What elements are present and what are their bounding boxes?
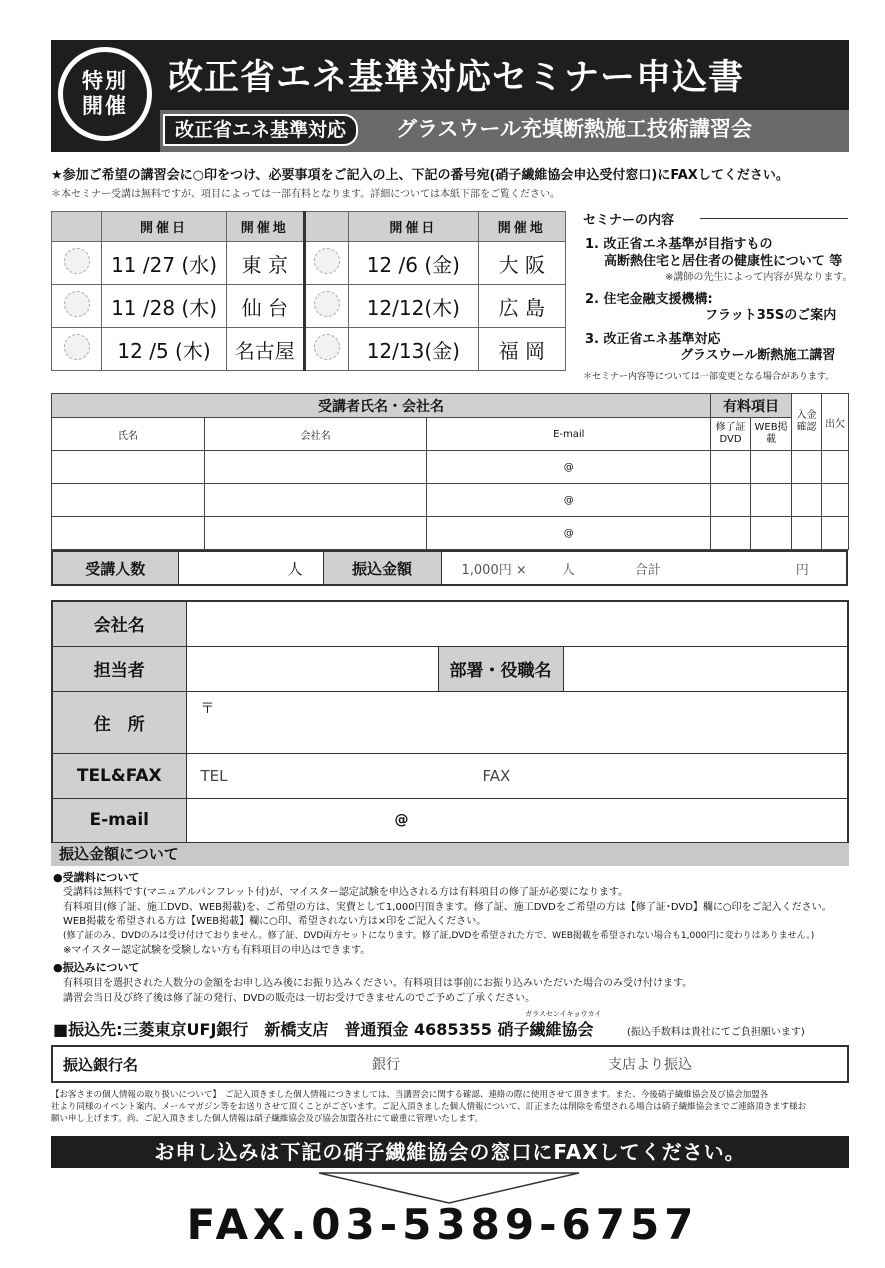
col-certificate-dvd: 修了証DVD (711, 418, 751, 451)
fee-heading-2: ●振込みについて (53, 961, 140, 974)
email-field[interactable]: @ (186, 798, 848, 843)
privacy-line: 【お客さまの個人情報の取り扱いについて】 ご記入頂きました個人情報につきましては、当講習会に関する確認、連絡の際に使用させて頂きます。また、今後硝子繊維協会及び協会加盟各 (51, 1090, 769, 1100)
fee-line-1: 受講料は無料です(マニュアルパンフレット付)が、マイスター認定試験を申込される方は有料項目の修了証が必要になります。 (63, 887, 629, 898)
fee-line-5: ※マイスター認定試験を受験しない方も有料項目の申込はできます。 (63, 945, 371, 956)
count-label: 受講人数 (52, 551, 178, 585)
select-circle[interactable] (314, 291, 340, 317)
intro-line-2: ＊本セミナー受講は無料ですが、項目によっては一部有料となります。詳細については本紙下部をご覧ください。 (51, 189, 560, 200)
page-title: 改正省エネ基準対応セミナー申込書 (168, 58, 745, 98)
privacy-line: 願い申し上げます。尚、ご記入頂きました個人情報は硝子繊維協会及び協会加盟各社にて厳重に管理いたします。 (51, 1114, 484, 1124)
tel-field[interactable]: TEL (200, 766, 228, 785)
fee-yen: 円 (795, 562, 809, 578)
session-place: 大 阪 (478, 242, 565, 285)
department-field[interactable] (563, 646, 848, 691)
session-place: 東 京 (226, 242, 304, 285)
session-date: 11 /27 (水) (102, 242, 226, 285)
header-place: 開催地 (478, 212, 565, 242)
fee-total: 合計 (634, 562, 661, 578)
contents-item-3: 3. 改正省エネ基準対応 (585, 332, 721, 347)
session-place: 仙 台 (226, 285, 304, 328)
contents-item-2: 2. 住宅金融支援機構: (585, 292, 713, 307)
schedule-table (51, 211, 566, 371)
select-circle[interactable] (314, 248, 340, 274)
label-contact: 担当者 (52, 646, 186, 691)
col-name: 氏名 (52, 418, 205, 451)
bank-ruby: ガラスセンイキョウカイ (525, 1010, 602, 1018)
fee-line-7: 講習会当日及び終了後は修了証の発行、DVDの販売は一切お受けできませんのでご予めご了承ください。 (63, 993, 536, 1004)
count-fee-row (51, 550, 848, 586)
attendee-table (51, 393, 849, 550)
select-circle[interactable] (314, 334, 340, 360)
company-field[interactable] (186, 601, 848, 646)
col-company: 会社名 (204, 418, 427, 451)
label-email: E-mail (52, 798, 186, 843)
bank-name-label: 振込銀行名 (63, 1055, 139, 1074)
contents-item-1: 1. 改正省エネ基準が目指すもの (585, 237, 773, 252)
attendee-header: 受講者氏名・会社名 (52, 394, 711, 418)
contents-title: セミナーの内容 (583, 213, 675, 228)
badge-line-2: 開催 (82, 94, 128, 118)
special-badge (58, 47, 152, 141)
payment-check-header: 入金確認 (792, 394, 822, 451)
session-date: 12 /5 (木) (102, 328, 226, 371)
branch-field[interactable]: 支店より振込 (608, 1057, 692, 1073)
attendance-header: 出欠 (821, 394, 848, 451)
privacy-line: 社より同様のイベント案内、メールマガジン等をお送りさせて頂くことがございます。ご記入頂きました個人情報について、訂正または削除を希望される場合は硝子繊維協会までご連絡頂きます様お (51, 1102, 807, 1112)
fax-number: FAX.03-5389-6757 (186, 1200, 699, 1249)
session-place: 福 岡 (478, 328, 565, 371)
contents-note: ＊セミナー内容等については一部変更となる場合があります。 (583, 372, 835, 382)
select-circle[interactable] (64, 248, 90, 274)
header-place: 開催地 (226, 212, 304, 242)
subtitle-text: グラスウール充填断熱施工技術講習会 (396, 117, 752, 141)
contents-item-3-detail: グラスウール断熱施工講習 (680, 348, 836, 363)
label-department: 部署・役職名 (438, 646, 563, 691)
label-address: 住 所 (52, 691, 186, 753)
col-email: E-mail (427, 418, 711, 451)
session-place: 広 島 (478, 285, 565, 328)
contact-field[interactable] (186, 646, 438, 691)
contents-item-1-detail: 高断熱住宅と居住者の健康性について 等 (604, 254, 843, 269)
attendee-row: @ (52, 451, 849, 484)
privacy-notice (51, 1089, 806, 1125)
session-date: 12/12(木) (349, 285, 479, 328)
attendee-row: @ (52, 517, 849, 550)
label-telfax: TEL&FAX (52, 753, 186, 798)
fee-heading-1: ●受講料について (53, 871, 140, 884)
select-circle[interactable] (64, 334, 90, 360)
fee-unit: 人 (561, 562, 575, 578)
bank-table (51, 1045, 849, 1083)
fax-instruction-bar: お申し込みは下記の硝子繊維協会の窓口にFAXしてください。 (51, 1136, 849, 1168)
col-web: WEB掲載 (751, 418, 792, 451)
applicant-table (51, 600, 849, 844)
header-date: 開催日 (349, 212, 479, 242)
session-date: 12/13(金) (349, 328, 479, 371)
label-company: 会社名 (52, 601, 186, 646)
fee-line-2: 有料項目(修了証、施工DVD、WEB掲載)を、ご希望の方は、実費として1,000円頂きます。修了証、施工DVDをご希望の方は【修了証･DVD】欄に○印をご記入ください。 (63, 902, 832, 913)
contents-rule (700, 218, 848, 219)
attendee-row: @ (52, 484, 849, 517)
session-place: 名古屋 (226, 328, 304, 371)
session-date: 12 /6 (金) (349, 242, 479, 285)
session-date: 11 /28 (木) (102, 285, 226, 328)
intro-line-1: ★参加ご希望の講習会に○印をつけ、必要事項をご記入の上、下記の番号宛(硝子繊維協会申込受付窓口)にFAXしてください。 (51, 168, 789, 183)
bank-info: ■振込先:三菱東京UFJ銀行 新橋支店 普通預金 4685355 硝子繊維協会 (53, 1020, 594, 1039)
fax-field[interactable]: FAX (482, 766, 511, 785)
badge-line-1: 特別 (82, 69, 128, 93)
contents-item-2-detail: フラット35Sのご案内 (705, 308, 837, 323)
count-unit[interactable]: 人 (178, 551, 323, 585)
select-circle[interactable] (64, 291, 90, 317)
fee-line-6: 有料項目を選択された人数分の金額をお申し込み後にお振り込みください。有料項目は事前にお振り込みいただいた場合のみ受け付けます。 (63, 978, 693, 989)
subtitle-tag: 改正省エネ基準対応 (163, 114, 358, 146)
paid-items-header: 有料項目 (711, 394, 792, 418)
fee-line-4: (修了証のみ、DVDのみは受け付けておりません。修了証、DVD両方セットになります。修了証,DVDを希望された方で、WEB掲載を希望されない場合も1,000円に変わりはありません。) (63, 931, 815, 941)
fee-label: 振込金額 (323, 551, 441, 585)
bank-name-field[interactable]: 銀行 (372, 1057, 400, 1073)
address-field[interactable]: 〒 (186, 691, 848, 753)
fee-section-bar: 振込金額について (51, 843, 849, 866)
contents-item-1-note: ※講師の先生によって内容が異なります。 (665, 272, 853, 283)
bank-note: (振込手数料は貴社にてご負担願います) (627, 1027, 805, 1038)
fee-line-3: WEB掲載を希望される方は【WEB掲載】欄に○印、希望されない方は×印をご記入ください。 (63, 916, 487, 927)
header-date: 開催日 (102, 212, 226, 242)
fee-text: 1,000円 × (461, 562, 527, 578)
